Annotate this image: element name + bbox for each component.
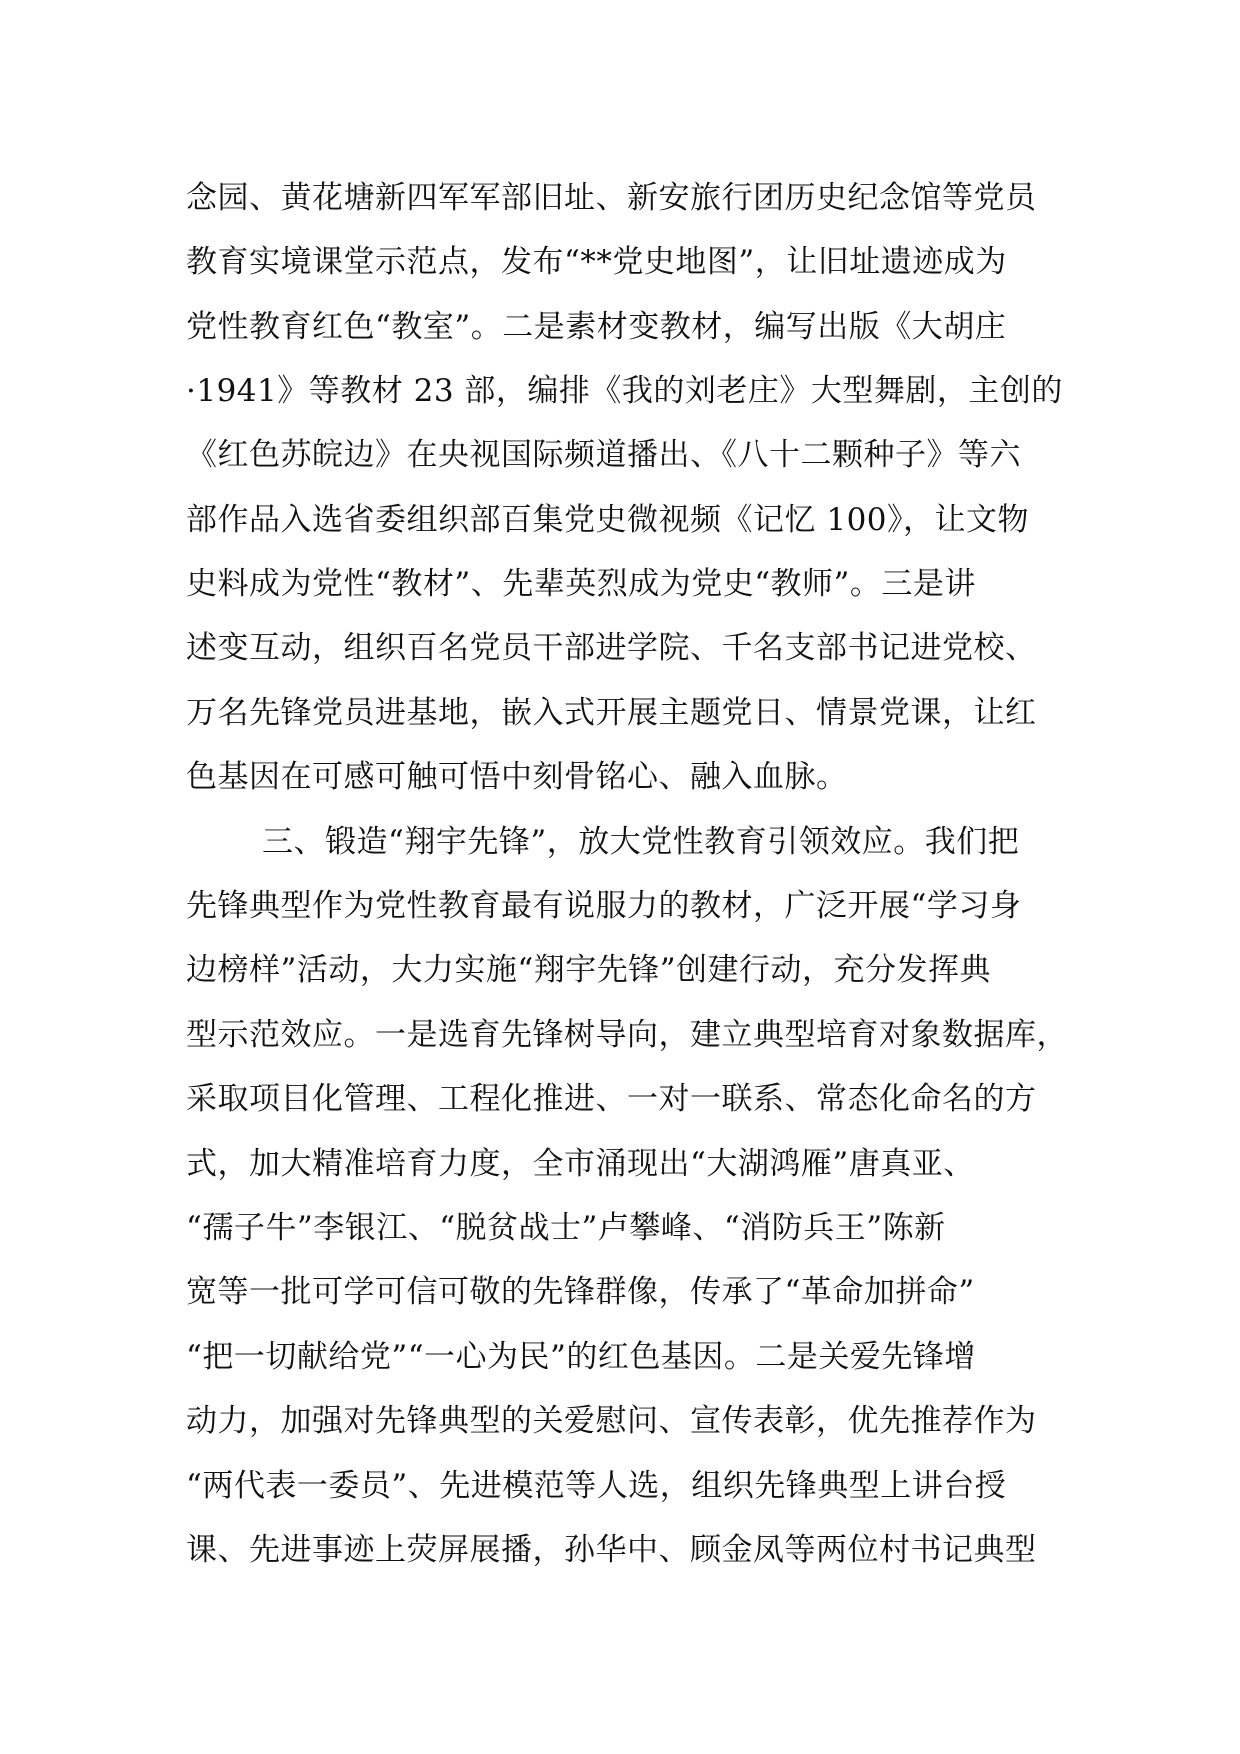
- text-line-4: ·1941》等教材 23 部，编排《我的刘老庄》大型舞剧，主创的: [186, 373, 1063, 409]
- text-line-3: 党性教育红色“教室”。二是素材变教材，编写出版《大胡庄: [186, 309, 1007, 345]
- text-line-19: “把一切献给党”“一心为民”的红色基因。二是关爱先锋增: [186, 1339, 976, 1375]
- text-line-10: 色基因在可感可触可悟中刻骨铭心、融入血脉。: [186, 759, 848, 795]
- text-line-20: 动力，加强对先锋典型的关爱慰问、宣传表彰，优先推荐作为: [186, 1403, 1037, 1439]
- text-line-1: 念园、黄花塘新四军军部旧址、新安旅行团历史纪念馆等党员: [186, 180, 1037, 216]
- text-line-6: 部作品入选省委组织部百集党史微视频《记忆 100》，让文物: [186, 502, 1030, 538]
- text-line-13: 边榜样”活动，大力实施“翔宇先锋”创建行动，充分发挥典: [186, 952, 992, 988]
- text-line-21: “两代表一委员”、先进模范等人选，组织先锋典型上讲台授: [186, 1468, 1007, 1504]
- text-line-15: 采取项目化管理、工程化推进、一对一联系、常态化命名的方: [186, 1081, 1037, 1117]
- text-line-18: 宽等一批可学可信可敬的先锋群像，传承了“革命加拼命”: [186, 1274, 975, 1310]
- paragraph-heading-line: 三、锻造“翔宇先锋”，放大党性教育引领效应。我们把: [262, 824, 1020, 860]
- text-line-16: 式，加大精准培育力度，全市涌现出“大湖鸿雁”唐真亚、: [186, 1146, 975, 1182]
- text-line-9: 万名先锋党员进基地，嵌入式开展主题党日、情景党课，让红: [186, 695, 1037, 731]
- text-line-22: 课、先进事迹上荧屏展播，孙华中、顾金凤等两位村书记典型: [186, 1532, 1037, 1568]
- text-line-5: 《红色苏皖边》在央视国际频道播出、《八十二颗种子》等六: [186, 437, 1021, 473]
- text-line-14: 型示范效应。一是选育先锋树导向，建立典型培育对象数据库，: [186, 1017, 1068, 1053]
- text-line-8: 述变互动，组织百名党员干部进学院、千名支部书记进党校、: [186, 630, 1037, 666]
- text-line-7: 史料成为党性“教材”、先辈英烈成为党史“教师”。三是讲: [186, 566, 976, 602]
- text-line-17: “孺子牛”李银江、“脱贫战士”卢攀峰、“消防兵王”陈新: [186, 1210, 946, 1246]
- text-line-12: 先锋典型作为党性教育最有说服力的教材，广泛开展“学习身: [186, 888, 1022, 924]
- text-line-2: 教育实境课堂示范点，发布“**党史地图”，让旧址遗迹成为: [186, 244, 1007, 280]
